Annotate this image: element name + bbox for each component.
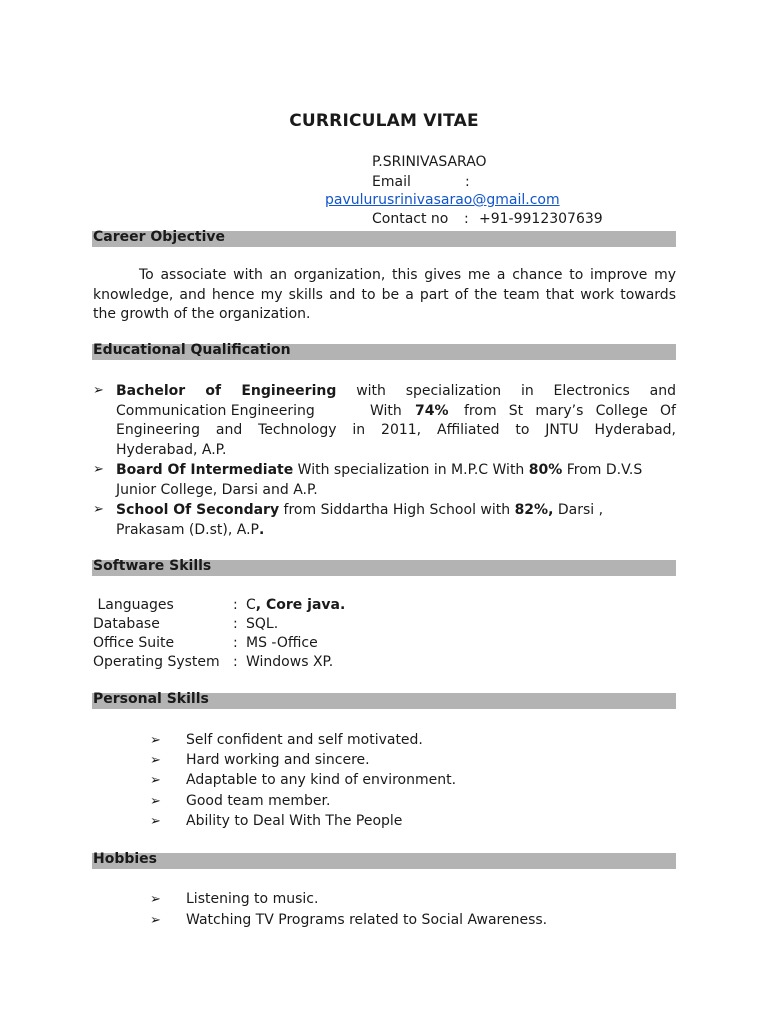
section-heading-career: Career Objective: [93, 229, 226, 245]
degree-detail-2b: With: [370, 402, 402, 419]
degree-detail-2a: Communication Engineering: [116, 402, 315, 419]
email-label: Email: [372, 174, 411, 190]
bullet-arrow-icon: ➢: [150, 892, 161, 907]
skill-value-office-suite: MS -Office: [246, 635, 318, 651]
section-bar-career: [92, 231, 676, 247]
section-heading-personal: Personal Skills: [93, 691, 209, 707]
email-colon: :: [465, 174, 470, 190]
degree-detail: from Siddartha High School with: [279, 502, 515, 518]
bullet-arrow-icon: ➢: [150, 794, 161, 809]
skill-value-languages: [246, 597, 345, 613]
degree-detail-4: Hyderabad, A.P.: [116, 441, 227, 458]
bullet-arrow-icon: ➢: [93, 502, 104, 517]
degree-name: Board Of Intermediate: [116, 462, 294, 478]
career-line-2: knowledge, and hence my skills and to be a part of the team that work towards: [93, 286, 676, 303]
skill-colon: :: [233, 635, 238, 651]
degree-detail-2: Junior College, Darsi and A.P.: [116, 481, 318, 498]
bullet-arrow-icon: ➢: [150, 733, 161, 748]
bullet-arrow-icon: ➢: [93, 462, 104, 477]
degree-percentage: 82%,: [514, 502, 554, 518]
bullet-arrow-icon: ➢: [150, 814, 161, 829]
page-title: CURRICULAM VITAE: [289, 111, 479, 131]
section-bar-education: [92, 344, 676, 360]
contact-label: Contact no: [372, 211, 449, 227]
contact-colon: :: [464, 211, 469, 227]
section-bar-software: [92, 560, 676, 576]
education-item-intermediate: [116, 461, 676, 500]
section-heading-software: Software Skills: [93, 558, 212, 574]
skill-value-java: , Core java.: [255, 597, 346, 613]
degree-detail-2-end: .: [259, 521, 265, 538]
bullet-arrow-icon: ➢: [150, 773, 161, 788]
degree-detail-end: From D.V.S: [562, 462, 643, 478]
bullet-arrow-icon: ➢: [93, 383, 104, 398]
career-objective-text: [93, 266, 676, 325]
skill-colon: :: [233, 616, 238, 632]
personal-skill-item: Self confident and self motivated.: [186, 732, 423, 748]
candidate-name: P.SRINIVASARAO: [372, 154, 487, 170]
skill-value-c: C: [246, 597, 256, 613]
skill-label-database: Database: [93, 616, 160, 632]
personal-skill-item: Ability to Deal With The People: [186, 813, 403, 829]
skill-colon: :: [233, 597, 238, 613]
degree-detail: With specialization in M.P.C With: [293, 462, 529, 478]
personal-skill-item: Hard working and sincere.: [186, 752, 370, 768]
hobby-item: Watching TV Programs related to Social Awareness.: [186, 912, 548, 928]
education-item-secondary: [116, 501, 676, 540]
degree-detail-2: Prakasam (D.st), A.P: [116, 521, 259, 538]
section-heading-hobbies: Hobbies: [93, 851, 158, 867]
personal-skill-item: Good team member.: [186, 793, 331, 809]
degree-detail-3: Engineering and Technology in 2011, Affiliated to JNTU Hyderabad,: [116, 422, 676, 439]
section-bar-personal: [92, 693, 676, 709]
degree-detail: with specialization in Electronics and: [356, 383, 676, 399]
hobby-item: Listening to music.: [186, 891, 319, 907]
bullet-arrow-icon: ➢: [150, 913, 161, 928]
email-link[interactable]: pavulurusrinivasarao@gmail.com: [325, 192, 560, 208]
skill-label-os: Operating System: [93, 654, 220, 670]
skill-value-database: SQL.: [246, 616, 279, 632]
personal-skill-item: Adaptable to any kind of environment.: [186, 772, 457, 788]
career-line-3: the growth of the organization.: [93, 306, 311, 322]
degree-percentage: 80%: [528, 462, 563, 478]
skill-label-languages: Languages: [93, 597, 174, 613]
degree-name: Bachelor of Engineering: [116, 383, 337, 399]
degree-detail-2c: from St mary’s College Of: [464, 402, 676, 419]
section-heading-education: Educational Qualification: [93, 342, 291, 358]
skill-value-os: Windows XP.: [246, 654, 334, 670]
skill-colon: :: [233, 654, 238, 670]
education-item-be: [116, 382, 676, 460]
career-line-1: To associate with an organization, this gives me a chance to improve my: [139, 267, 676, 283]
bullet-arrow-icon: ➢: [150, 753, 161, 768]
degree-detail-end: Darsi ,: [553, 502, 604, 518]
degree-name: School Of Secondary: [116, 502, 280, 518]
section-bar-hobbies: [92, 853, 676, 869]
skill-label-office-suite: Office Suite: [93, 635, 175, 651]
degree-percentage: 74%: [415, 402, 449, 419]
contact-number: +91-9912307639: [479, 211, 603, 227]
